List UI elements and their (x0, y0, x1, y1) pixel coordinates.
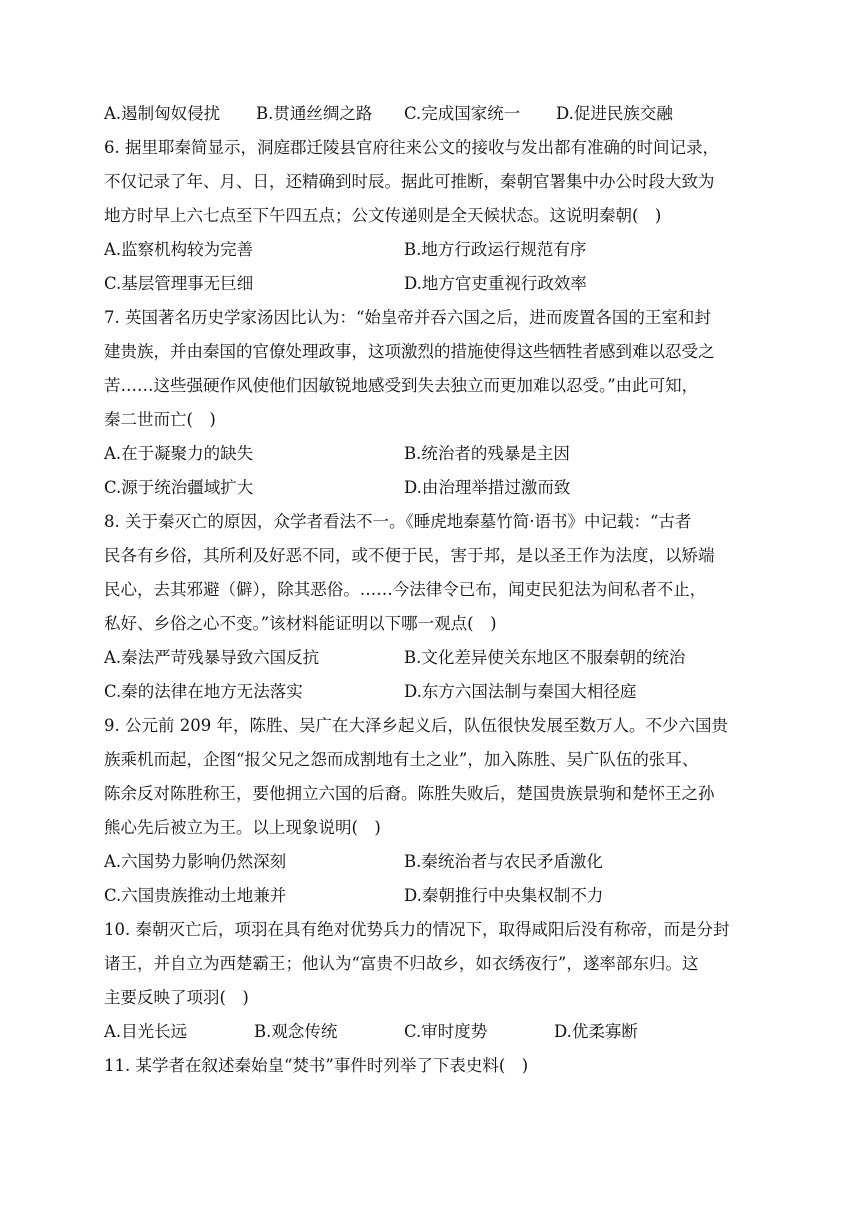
question-7-line-4: 秦二世而亡( ) (104, 410, 216, 429)
question-8-option-c: C.秦的法律在地方无法落实 (104, 682, 303, 701)
question-6-option-a: A.监察机构较为完善 (104, 240, 254, 259)
question-10-option-c: C.审时度势 (404, 1022, 488, 1041)
question-6-line-2: 不仅记录了年、月、日，还精确到时辰。据此可推断，秦朝官署集中办公时段大致为 (104, 172, 715, 191)
question-7-line-2: 建贵族，并由秦国的官僚处理政事，这项激烈的措施使得这些牺牲者感到难以忍受之 (104, 342, 715, 361)
question-8-line-4: 私好、乡俗之心不变。”该材料能证明以下哪一观点( ) (104, 614, 497, 633)
question-8-line-1: 8. 关于秦灭亡的原因，众学者看法不一。《睡虎地秦墓竹简·语书》中记载：“古者 (104, 512, 692, 531)
question-9-line-4: 熊心先后被立为王。以上现象说明( ) (104, 818, 381, 837)
question-6-option-d: D.地方官吏重视行政效率 (404, 274, 587, 293)
question-7-option-a: A.在于凝聚力的缺失 (104, 444, 254, 463)
question-10-option-d: D.优柔寡断 (554, 1022, 638, 1041)
question-10-line-2: 诸王，并自立为西楚霸王；他认为“富贵不归故乡，如衣绣夜行”，遂率部东归。这 (104, 954, 699, 973)
prev-option-c: C.完成国家统一 (404, 104, 521, 123)
question-10-line-1: 10. 秦朝灭亡后，项羽在具有绝对优势兵力的情况下，取得咸阳后没有称帝，而是分封 (104, 920, 730, 939)
question-9-option-b: B.秦统治者与农民矛盾激化 (404, 852, 603, 871)
question-10-line-3: 主要反映了项羽( ) (104, 988, 249, 1007)
question-8-option-b: B.文化差异使关东地区不服秦朝的统治 (404, 648, 686, 667)
question-7-line-1: 7. 英国著名历史学家汤因比认为：“始皇帝并吞六国之后，进而废置各国的王室和封 (104, 308, 711, 327)
question-11-line-1: 11. 某学者在叙述秦始皇“焚书”事件时列举了下表史料( ) (104, 1056, 529, 1075)
question-6-option-c: C.基层管理事无巨细 (104, 274, 254, 293)
question-9-line-2: 族乘机而起，企图“报父兄之怨而成割地有土之业”，加入陈胜、吴广队伍的张耳、 (104, 750, 699, 769)
question-8-line-2: 民各有乡俗，其所利及好恶不同，或不便于民，害于邦，是以圣王作为法度，以矫端 (104, 546, 715, 565)
question-10-option-a: A.目光长远 (104, 1022, 188, 1041)
question-6-option-b: B.地方行政运行规范有序 (404, 240, 587, 259)
question-8-option-a: A.秦法严苛残暴导致六国反抗 (104, 648, 320, 667)
question-9-line-1: 9. 公元前 209 年，陈胜、吴广在大泽乡起义后，队伍很快发展至数万人。不少六国贵 (104, 716, 728, 735)
question-7-line-3: 苦……这些强硬作风使他们因敏锐地感受到失去独立而更加难以忍受。”由此可知， (104, 376, 699, 395)
prev-option-b: B.贯通丝绸之路 (256, 104, 373, 123)
question-7-option-c: C.源于统治疆域扩大 (104, 478, 254, 497)
question-9-option-d: D.秦朝推行中央集权制不力 (404, 886, 604, 905)
question-7-option-d: D.由治理举措过激而致 (404, 478, 571, 497)
question-8-line-3: 民心，去其邪避（僻），除其恶俗。……今法律令已布，闻吏民犯法为间私者不止， (104, 580, 707, 599)
question-8-option-d: D.东方六国法制与秦国大相径庭 (404, 682, 637, 701)
question-9-option-c: C.六国贵族推动土地兼并 (104, 886, 287, 905)
prev-option-d: D.促进民族交融 (556, 104, 673, 123)
question-9-line-3: 陈余反对陈胜称王，要他拥立六国的后裔。陈胜失败后，楚国贵族景驹和楚怀王之孙 (104, 784, 715, 803)
question-6-line-3: 地方时早上六七点至下午四五点；公文传递则是全天候状态。这说明秦朝( ) (104, 206, 662, 225)
question-6-line-1: 6. 据里耶秦简显示，洞庭郡迁陵县官府往来公文的接收与发出都有准确的时间记录， (104, 138, 719, 157)
prev-option-a: A.遏制匈奴侵扰 (104, 104, 221, 123)
question-10-option-b: B.观念传统 (254, 1022, 338, 1041)
question-7-option-b: B.统治者的残暴是主因 (404, 444, 570, 463)
question-9-option-a: A.六国势力影响仍然深刻 (104, 852, 287, 871)
